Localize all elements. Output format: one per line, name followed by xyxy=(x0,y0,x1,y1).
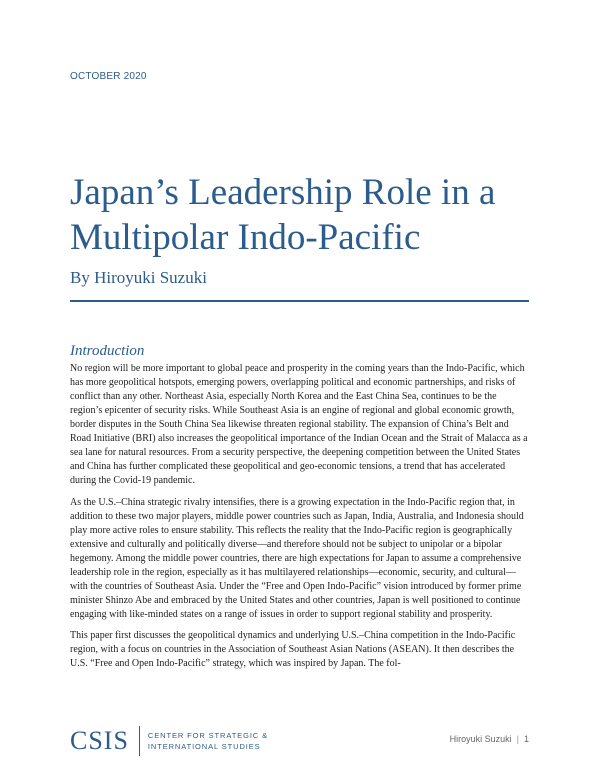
page-footer xyxy=(450,734,529,744)
footer-separator: | xyxy=(516,734,519,744)
section-heading: Introduction xyxy=(70,343,145,359)
paragraph-2: As the U.S.–China strategic rivalry intensifies, there is a growing expectation in the Indo-Pacific region that, in addition to these two major players, middle power countries such as Japan, India, Australia, and Indonesia should play more active roles to ensure stability. This reflects the reality that the Indo-Pacific region is geographically extensive and culturally and politically diverse—and therefore should not be subject to unipolar or a bipolar hegemony. Among the middle power countries, there are high expectations for Japan to assume a comprehensive leadership role in the region, especially as it has multilayered relationships—economic, security, and cultural—with the countries of Southeast Asia. Under the “Free and Open Indo-Pacific” vision introduced by former prime minister Shinzo Abe and embraced by the United States and other countries, Japan is well positioned to continue engaging with like-minded states on a range of issues in order to support regional stability and prosperity. xyxy=(70,496,524,620)
document-title xyxy=(70,170,540,260)
csis-logo-name xyxy=(148,730,268,752)
page-number: 1 xyxy=(523,734,529,744)
body-text xyxy=(70,362,530,679)
paragraph-3: This paper first discusses the geopolitical dynamics and underlying U.S.–China competition in the Indo-Pacific region, with a focus on countries in the Association of Southeast Asian Nations (ASEAN). It then describes the U.S. “Free and Open Indo-Pacific” strategy, which was inspired by Japan. The fol- xyxy=(70,630,516,669)
title-line-1: Japan’s Leadership Role in a xyxy=(70,172,496,213)
paragraph-1: No region will be more important to global peace and prosperity in the coming years than the Indo-Pacific, which has more geopolitical hotspots, emerging powers, overlapping political and economic partnerships, and risks of conflict than any other. Northeast Asia, especially North Korea and the East China Sea, continues to be the region’s epicenter of security risks. While Southeast Asia is an engine of regional and global economic growth, border disputes in the South China Sea likewise threaten regional stability. The expansion of China’s Belt and Road Initiative (BRI) also increases the geopolitical importance of the Indian Ocean and the Strait of Malacca as a sea lane for natural resources. From a security perspective, the deepening competition between the United States and China has further complicated these geopolitical and geo-economic tensions, a trend that has accelerated during the Covid-19 pandemic. xyxy=(70,363,528,486)
logo-name-line-1: CENTER FOR STRATEGIC & xyxy=(147,731,269,740)
footer-author: Hiroyuki Suzuki xyxy=(449,734,512,744)
author-byline: By Hiroyuki Suzuki xyxy=(70,268,207,287)
report-date: OCTOBER 2020 xyxy=(70,71,147,82)
csis-logo-mark: CSIS xyxy=(70,726,129,755)
title-line-2: Multipolar Indo-Pacific xyxy=(70,217,421,258)
logo-name-line-2: INTERNATIONAL STUDIES xyxy=(147,742,261,751)
csis-logo xyxy=(70,725,268,757)
logo-divider xyxy=(139,726,140,756)
title-divider xyxy=(70,300,529,302)
